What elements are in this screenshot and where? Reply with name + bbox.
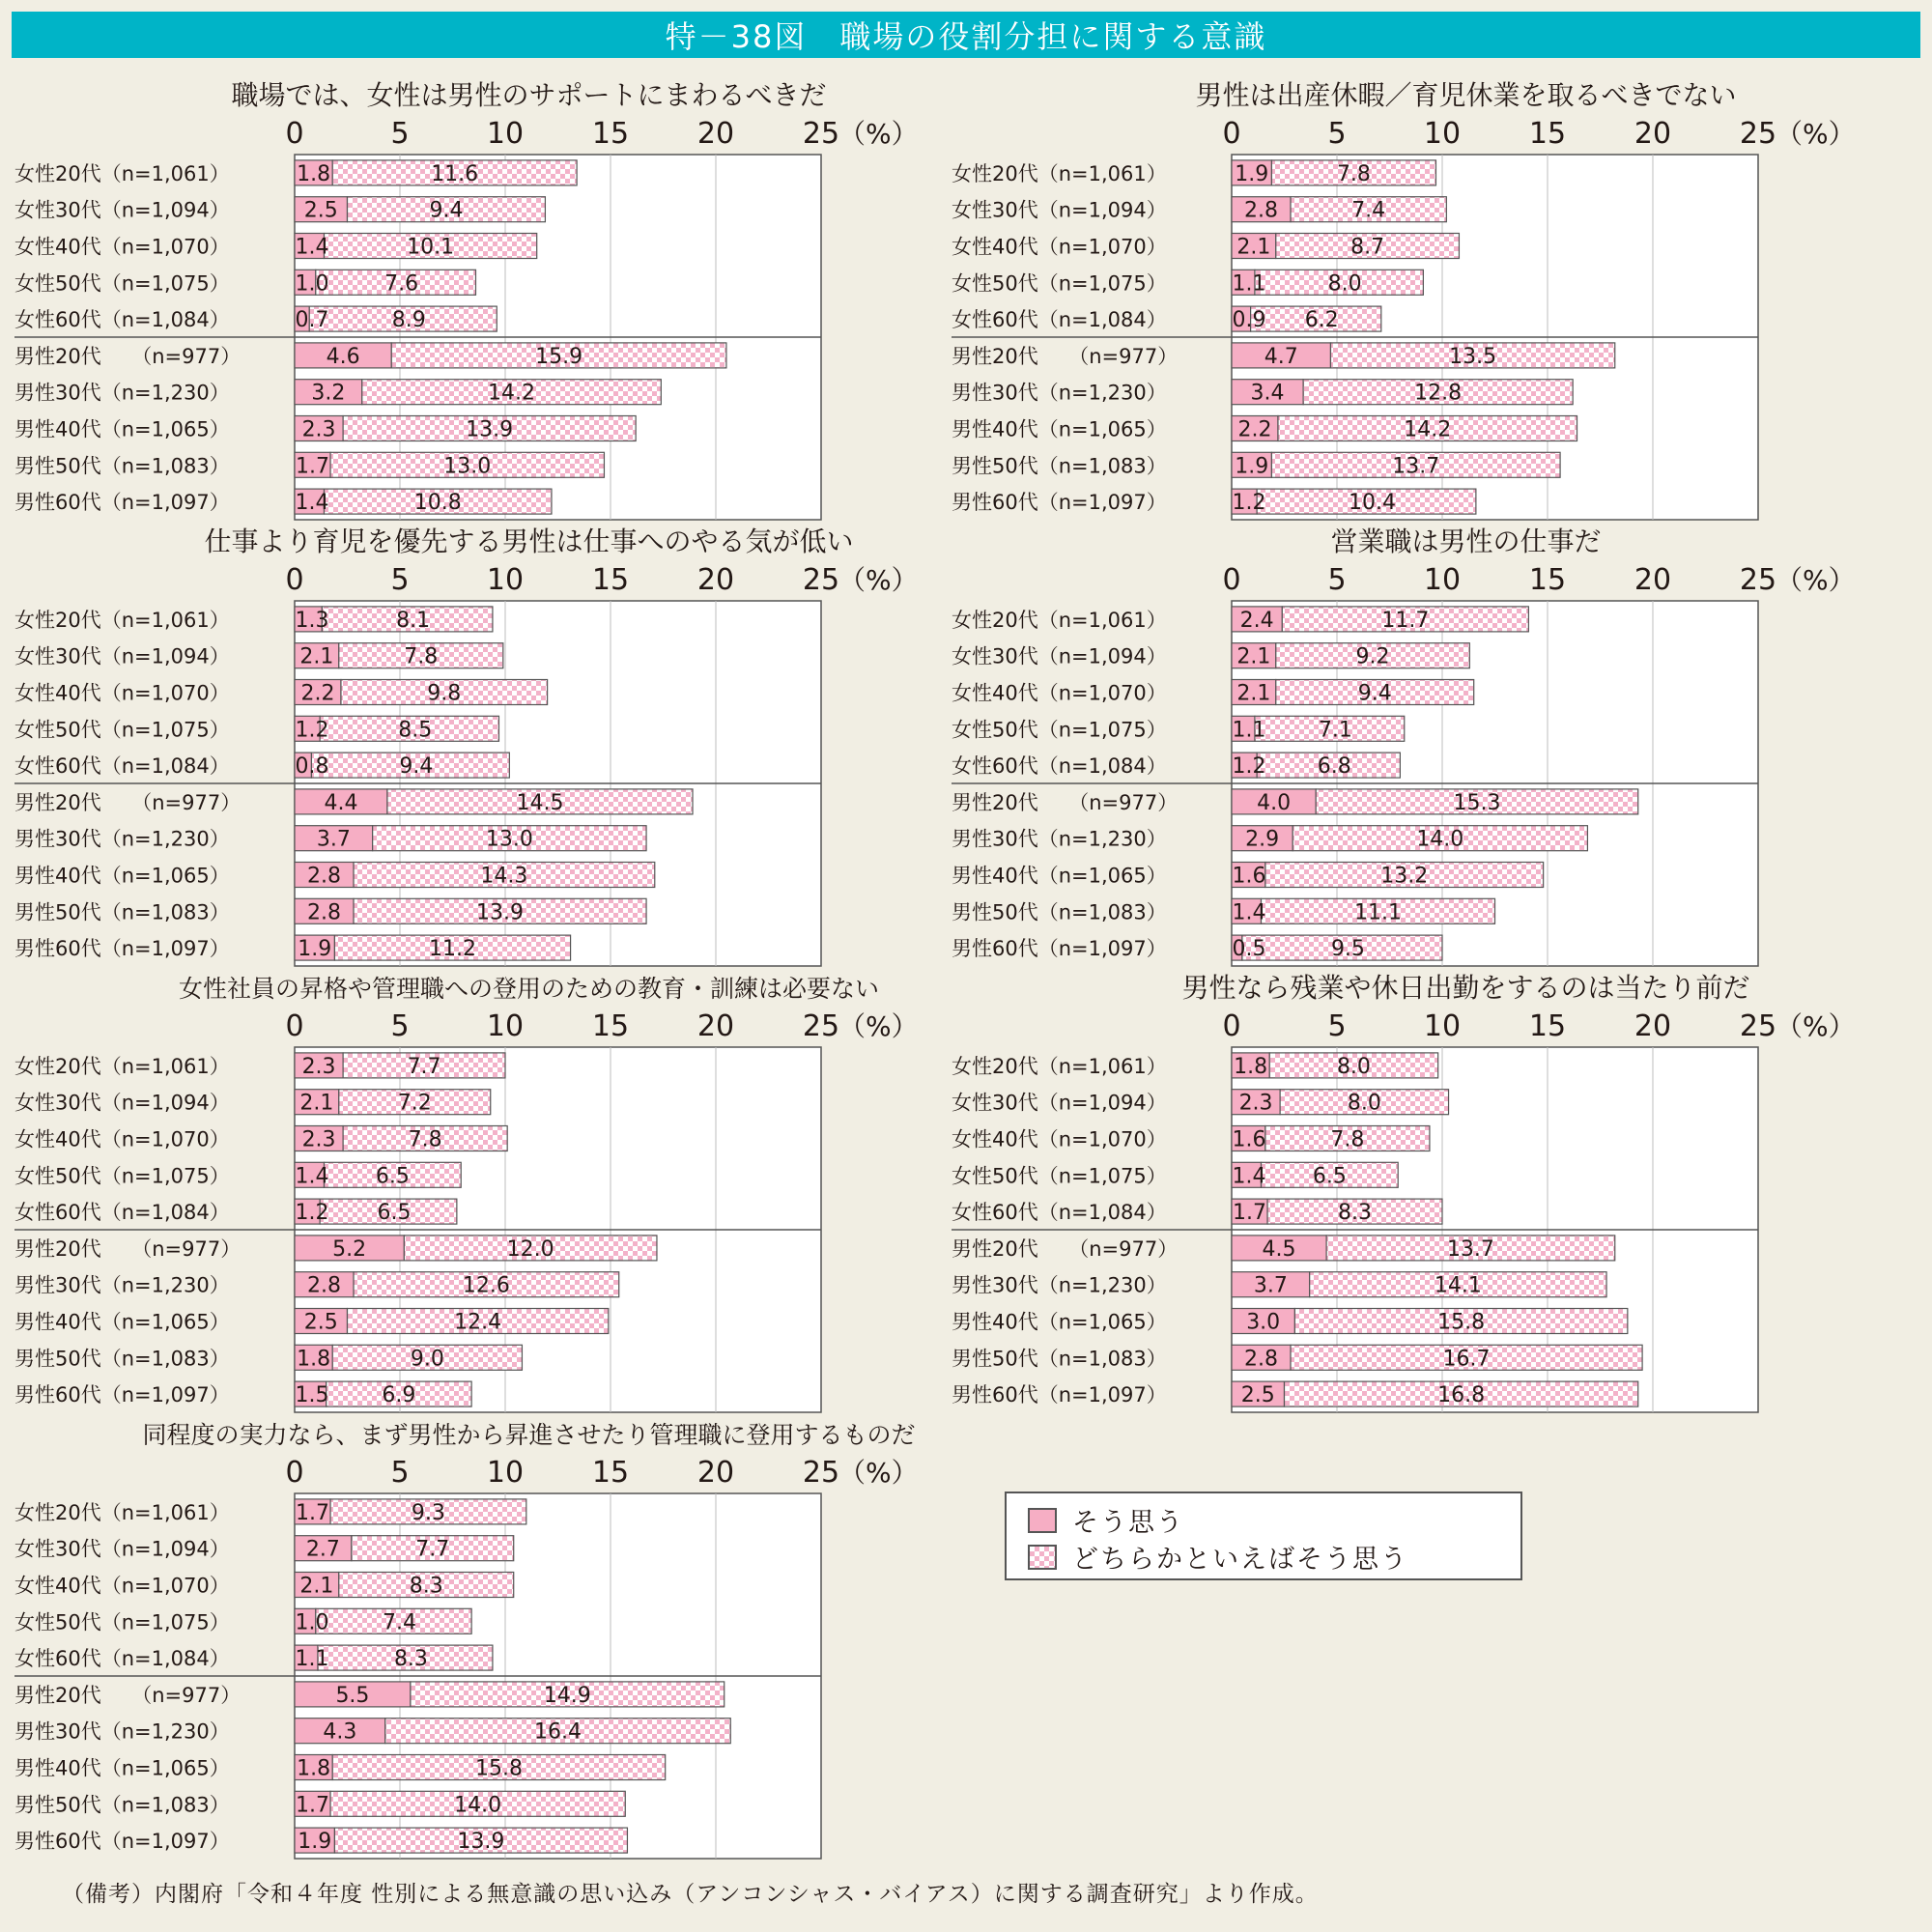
data-label-dochiraka: 13.9 [476,900,525,925]
unit-label: （%） [1776,1010,1856,1042]
data-label-so-omou: 1.9 [1235,161,1269,186]
category-label: 男性20代 （n=977） [14,344,242,368]
category-label: 男性50代（n=1,083） [14,454,230,478]
x-tick-label: 15 [591,1009,630,1043]
category-label: 男性40代（n=1,065） [14,1310,230,1334]
category-label: 女性30代（n=1,094） [952,644,1167,668]
data-label-dochiraka: 14.0 [454,1793,502,1818]
data-label-so-omou: 2.4 [1239,608,1274,633]
data-label-so-omou: 1.7 [296,454,330,479]
x-tick-label: 15 [1528,563,1567,597]
category-label: 男性30代（n=1,230） [14,381,230,405]
category-label: 女性40代（n=1,070） [952,1127,1167,1151]
data-label-so-omou: 4.6 [326,344,360,369]
data-label-dochiraka: 11.2 [429,937,476,962]
data-label-so-omou: 4.0 [1257,790,1292,815]
category-label: 女性20代（n=1,061） [952,161,1167,185]
data-label-so-omou: 2.8 [307,1273,342,1298]
category-label: 男性50代（n=1,083） [14,1793,230,1817]
unit-label: （%） [1776,118,1856,150]
category-label: 女性20代（n=1,061） [14,1054,230,1078]
x-tick-label: 5 [1327,117,1347,151]
data-label-dochiraka: 6.5 [1312,1164,1347,1189]
category-label: 女性20代（n=1,061） [14,1500,230,1524]
data-label-so-omou: 5.2 [332,1236,367,1262]
data-label-so-omou: 3.4 [1250,381,1285,406]
category-label: 女性60代（n=1,084） [14,308,230,332]
data-label-so-omou: 1.2 [1232,491,1266,516]
x-tick-label: 20 [696,1009,735,1043]
data-label-so-omou: 5.5 [335,1683,370,1708]
data-label-so-omou: 2.1 [1236,235,1271,260]
data-label-dochiraka: 7.8 [1330,1127,1365,1152]
data-label-dochiraka: 12.6 [462,1273,510,1298]
data-label-so-omou: 2.2 [300,681,335,706]
category-label: 男性20代 （n=977） [14,1236,242,1261]
category-label: 女性40代（n=1,070） [952,681,1167,705]
data-label-so-omou: 0.9 [1232,308,1266,333]
data-label-dochiraka: 14.0 [1416,827,1464,852]
category-label: 男性40代（n=1,065） [952,864,1167,888]
data-label-so-omou: 1.5 [295,1383,329,1408]
data-label-dochiraka: 14.9 [543,1683,591,1708]
data-label-so-omou: 1.6 [1232,864,1266,889]
category-label: 女性20代（n=1,061） [14,608,230,632]
data-label-so-omou: 0.5 [1232,937,1266,962]
category-label: 女性30代（n=1,094） [14,644,230,668]
data-label-so-omou: 1.1 [295,1647,329,1672]
data-label-so-omou: 1.1 [1232,718,1266,743]
data-label-so-omou: 3.7 [316,827,351,852]
x-tick-label: 0 [285,117,304,151]
x-tick-label: 20 [696,117,735,151]
legend [1005,1492,1522,1580]
data-label-so-omou: 2.1 [299,644,334,669]
category-label: 女性30代（n=1,094） [14,198,230,222]
category-label: 女性20代（n=1,061） [952,1054,1167,1078]
data-label-dochiraka: 12.0 [506,1236,554,1262]
data-label-dochiraka: 6.5 [377,1201,412,1226]
data-label-dochiraka: 7.4 [1351,198,1386,223]
legend-swatch-solid [1028,1508,1057,1533]
data-label-so-omou: 1.4 [1232,900,1266,925]
chart-title: 営業職は男性の仕事だ [1330,526,1602,557]
data-label-dochiraka: 11.6 [431,161,479,186]
data-label-so-omou: 1.7 [1233,1201,1267,1226]
chart-panel-2 [952,79,1856,520]
x-tick-label: 10 [486,117,525,151]
data-label-so-omou: 2.3 [301,1127,336,1152]
data-label-dochiraka: 9.4 [399,754,434,780]
x-tick-label: 10 [1423,117,1462,151]
unit-label: （%） [838,1457,919,1489]
category-label: 男性20代 （n=977） [952,344,1179,368]
category-label: 女性50代（n=1,075） [14,271,230,296]
x-tick-label: 5 [390,1009,410,1043]
data-label-dochiraka: 16.4 [534,1719,582,1745]
data-label-dochiraka: 6.8 [1317,754,1351,780]
category-label: 男性60代（n=1,097） [14,491,230,515]
category-label: 男性40代（n=1,065） [952,1310,1167,1334]
data-label-dochiraka: 8.3 [409,1574,443,1599]
data-label-dochiraka: 7.8 [1336,161,1371,186]
data-label-dochiraka: 9.5 [1330,937,1365,962]
category-label: 男性20代 （n=977） [952,790,1179,814]
x-tick-label: 15 [591,117,630,151]
data-label-dochiraka: 14.2 [488,381,536,406]
chart-panel-3 [14,526,919,966]
category-label: 男性30代（n=1,230） [14,1719,230,1744]
data-label-so-omou: 2.1 [1236,644,1271,669]
legend-item-check [1028,1538,1408,1576]
data-label-dochiraka: 15.8 [1437,1310,1486,1335]
data-label-so-omou: 1.7 [296,1793,330,1818]
data-label-so-omou: 1.0 [295,1610,329,1635]
category-label: 男性50代（n=1,083） [952,454,1167,478]
x-tick-label: 25 [1739,117,1777,151]
legend-item-solid [1028,1501,1184,1539]
chart-title: 女性社員の昇格や管理職への登用のための教育・訓練は必要ない [178,975,880,1003]
data-label-dochiraka: 13.5 [1449,344,1497,369]
data-label-so-omou: 4.5 [1262,1236,1296,1262]
data-label-so-omou: 1.9 [298,1830,332,1855]
x-tick-label: 0 [1222,1009,1241,1043]
x-tick-label: 5 [1327,563,1347,597]
category-label: 男性40代（n=1,065） [14,417,230,441]
data-label-so-omou: 1.3 [295,608,329,633]
data-label-so-omou: 1.2 [295,1201,329,1226]
source-note: （備考）内閣府「令和４年度 性別による無意識の思い込み（アンコンシャス・バイアス）に関する調査研究」より作成。 [62,1882,1319,1907]
category-label: 女性60代（n=1,084） [952,754,1167,779]
data-label-so-omou: 2.8 [307,900,342,925]
category-label: 男性50代（n=1,083） [952,900,1167,924]
data-label-so-omou: 2.3 [1238,1091,1273,1116]
data-label-dochiraka: 8.1 [396,608,431,633]
data-label-so-omou: 3.0 [1246,1310,1281,1335]
category-label: 女性50代（n=1,075） [14,718,230,742]
data-label-dochiraka: 16.7 [1442,1347,1491,1372]
data-label-so-omou: 1.9 [1235,454,1269,479]
x-tick-label: 0 [285,563,304,597]
category-label: 男性40代（n=1,065） [952,417,1167,441]
data-label-dochiraka: 14.2 [1404,417,1452,442]
category-label: 女性40代（n=1,070） [14,235,230,259]
category-label: 男性20代 （n=977） [14,1683,242,1707]
category-label: 男性20代 （n=977） [14,790,242,814]
data-label-dochiraka: 13.7 [1446,1236,1494,1262]
data-label-so-omou: 3.7 [1253,1273,1288,1298]
data-label-dochiraka: 16.8 [1437,1383,1486,1408]
category-label: 男性60代（n=1,097） [14,1830,230,1854]
category-label: 女性60代（n=1,084） [952,1201,1167,1225]
data-label-so-omou: 2.1 [299,1091,334,1116]
data-label-dochiraka: 7.2 [397,1091,432,1116]
data-label-so-omou: 4.7 [1264,344,1298,369]
x-tick-label: 10 [486,1009,525,1043]
x-tick-label: 25 [1739,1009,1777,1043]
data-label-so-omou: 2.2 [1237,417,1272,442]
category-label: 男性60代（n=1,097） [952,491,1167,515]
data-label-so-omou: 1.1 [1232,271,1266,297]
data-label-dochiraka: 11.1 [1354,900,1403,925]
data-label-dochiraka: 13.7 [1392,454,1440,479]
data-label-so-omou: 2.7 [305,1537,340,1562]
category-label: 女性30代（n=1,094） [952,1091,1167,1115]
category-label: 男性60代（n=1,097） [14,1383,230,1407]
x-tick-label: 10 [1423,1009,1462,1043]
category-label: 女性30代（n=1,094） [14,1091,230,1115]
category-label: 男性60代（n=1,097） [14,937,230,961]
data-label-so-omou: 1.8 [297,161,331,186]
data-label-dochiraka: 6.2 [1304,308,1339,333]
data-label-dochiraka: 13.0 [485,827,533,852]
data-label-dochiraka: 7.6 [384,271,419,297]
data-label-dochiraka: 11.7 [1381,608,1430,633]
x-tick-label: 0 [285,1456,304,1490]
data-label-so-omou: 2.3 [301,417,336,442]
chart-panel-4 [952,526,1856,966]
data-label-dochiraka: 14.5 [516,790,564,815]
data-label-dochiraka: 6.9 [382,1383,416,1408]
data-label-dochiraka: 9.4 [1357,681,1392,706]
data-label-dochiraka: 8.7 [1350,235,1385,260]
x-tick-label: 25 [802,117,840,151]
data-label-so-omou: 3.2 [311,381,346,406]
data-label-dochiraka: 12.4 [454,1310,502,1335]
figure-title: 特－38図 職場の役割分担に関する意識 [12,12,1920,58]
data-label-so-omou: 2.8 [1244,198,1279,223]
category-label: 男性40代（n=1,065） [14,864,230,888]
data-label-dochiraka: 8.3 [1338,1201,1373,1226]
category-label: 女性50代（n=1,075） [952,271,1167,296]
data-label-so-omou: 1.4 [295,491,329,516]
category-label: 女性40代（n=1,070） [952,235,1167,259]
data-label-so-omou: 0.7 [295,308,329,333]
x-tick-label: 15 [1528,1009,1567,1043]
category-label: 女性60代（n=1,084） [14,754,230,779]
x-tick-label: 25 [802,1009,840,1043]
category-label: 男性30代（n=1,230） [14,827,230,851]
category-label: 男性40代（n=1,065） [14,1756,230,1780]
data-label-dochiraka: 9.3 [411,1500,445,1525]
category-label: 男性60代（n=1,097） [952,937,1167,961]
x-tick-label: 25 [1739,563,1777,597]
data-label-dochiraka: 8.0 [1347,1091,1381,1116]
category-label: 男性30代（n=1,230） [952,1273,1167,1297]
category-label: 男性30代（n=1,230） [952,381,1167,405]
category-label: 男性30代（n=1,230） [952,827,1167,851]
category-label: 女性20代（n=1,061） [14,161,230,185]
category-label: 女性40代（n=1,070） [14,681,230,705]
unit-label: （%） [838,564,919,596]
category-label: 女性40代（n=1,070） [14,1574,230,1598]
x-tick-label: 5 [390,563,410,597]
chart-title: 仕事より育児を優先する男性は仕事へのやる気が低い [204,526,854,557]
data-label-dochiraka: 8.0 [1336,1054,1371,1079]
category-label: 男性60代（n=1,097） [952,1383,1167,1407]
data-label-dochiraka: 9.2 [1355,644,1390,669]
data-label-so-omou: 1.0 [295,271,329,297]
data-label-dochiraka: 6.5 [375,1164,410,1189]
chart-title: 男性は出産休暇／育児休業を取るべきでない [1195,79,1737,111]
data-label-so-omou: 1.8 [297,1756,331,1781]
category-label: 男性50代（n=1,083） [952,1347,1167,1371]
data-label-so-omou: 1.4 [295,1164,329,1189]
data-label-so-omou: 1.6 [1232,1127,1266,1152]
data-label-so-omou: 1.2 [1232,754,1266,780]
data-label-dochiraka: 10.4 [1349,491,1397,516]
category-label: 女性50代（n=1,075） [14,1164,230,1188]
x-tick-label: 20 [1634,117,1672,151]
data-label-dochiraka: 7.8 [408,1127,442,1152]
data-label-so-omou: 1.4 [1232,1164,1266,1189]
legend-label-check: どちらかといえばそう思う [1072,1545,1408,1575]
data-label-dochiraka: 7.8 [404,644,439,669]
data-label-dochiraka: 13.9 [466,417,514,442]
data-label-dochiraka: 9.8 [427,681,462,706]
x-tick-label: 20 [1634,563,1672,597]
category-label: 女性50代（n=1,075） [952,718,1167,742]
data-label-so-omou: 1.2 [295,718,329,743]
chart-title: 同程度の実力なら、まず男性から昇進させたり管理職に登用するものだ [142,1421,916,1449]
category-label: 女性30代（n=1,094） [952,198,1167,222]
data-label-dochiraka: 7.7 [415,1537,450,1562]
unit-label: （%） [1776,564,1856,596]
x-tick-label: 0 [1222,563,1241,597]
data-label-so-omou: 2.1 [1236,681,1271,706]
x-tick-label: 25 [802,563,840,597]
unit-label: （%） [838,118,919,150]
data-label-dochiraka: 8.0 [1327,271,1362,297]
legend-swatch-check [1028,1545,1057,1570]
x-tick-label: 20 [696,563,735,597]
x-tick-label: 15 [591,563,630,597]
data-label-so-omou: 1.9 [298,937,332,962]
data-label-so-omou: 2.5 [303,1310,338,1335]
category-label: 男性20代 （n=977） [952,1236,1179,1261]
data-label-dochiraka: 13.9 [457,1830,505,1855]
chart-title: 男性なら残業や休日出勤をするのは当たり前だ [1181,972,1750,1004]
data-label-dochiraka: 9.0 [410,1347,444,1372]
unit-label: （%） [838,1010,919,1042]
data-label-dochiraka: 12.8 [1414,381,1463,406]
chart-title: 職場では、女性は男性のサポートにまわるべきだ [231,79,827,111]
data-label-dochiraka: 9.4 [429,198,464,223]
x-tick-label: 20 [696,1456,735,1490]
data-label-so-omou: 2.5 [1240,1383,1275,1408]
data-label-dochiraka: 14.1 [1434,1273,1482,1298]
category-label: 女性40代（n=1,070） [14,1127,230,1151]
x-tick-label: 10 [1423,563,1462,597]
data-label-dochiraka: 10.8 [413,491,462,516]
category-label: 女性20代（n=1,061） [952,608,1167,632]
x-tick-label: 10 [486,563,525,597]
chart-panel-5 [14,975,919,1412]
category-label: 女性50代（n=1,075） [952,1164,1167,1188]
data-label-dochiraka: 15.3 [1453,790,1501,815]
data-label-dochiraka: 15.9 [535,344,583,369]
category-label: 女性30代（n=1,094） [14,1537,230,1561]
data-label-so-omou: 2.8 [1244,1347,1279,1372]
chart-panel-6 [952,972,1856,1412]
data-label-dochiraka: 10.1 [407,235,455,260]
data-label-dochiraka: 14.3 [480,864,528,889]
data-label-dochiraka: 13.0 [443,454,492,479]
x-tick-label: 20 [1634,1009,1672,1043]
data-label-so-omou: 1.8 [297,1347,331,1372]
data-label-dochiraka: 7.1 [1318,718,1352,743]
category-label: 男性50代（n=1,083） [14,900,230,924]
category-label: 女性60代（n=1,084） [952,308,1167,332]
chart-panel-1 [14,79,919,520]
chart-panel-7 [14,1421,919,1859]
data-label-so-omou: 1.4 [295,235,329,260]
category-label: 男性30代（n=1,230） [14,1273,230,1297]
data-label-so-omou: 2.3 [301,1054,336,1079]
data-label-dochiraka: 7.7 [407,1054,441,1079]
data-label-so-omou: 2.1 [299,1574,334,1599]
x-tick-label: 0 [1222,117,1241,151]
category-label: 女性60代（n=1,084） [14,1647,230,1671]
data-label-so-omou: 4.4 [324,790,358,815]
data-label-so-omou: 1.7 [296,1500,330,1525]
data-label-so-omou: 1.8 [1234,1054,1268,1079]
data-label-dochiraka: 8.3 [393,1647,428,1672]
data-label-dochiraka: 8.5 [398,718,433,743]
data-label-dochiraka: 8.9 [391,308,426,333]
data-label-so-omou: 2.9 [1245,827,1280,852]
legend-label-solid: そう思う [1072,1508,1184,1538]
data-label-so-omou: 0.8 [295,754,329,780]
data-label-so-omou: 2.5 [303,198,338,223]
x-tick-label: 0 [285,1009,304,1043]
x-tick-label: 25 [802,1456,840,1490]
x-tick-label: 10 [486,1456,525,1490]
data-label-so-omou: 2.8 [307,864,342,889]
x-tick-label: 15 [1528,117,1567,151]
x-tick-label: 5 [390,117,410,151]
data-label-dochiraka: 7.4 [382,1610,416,1635]
x-tick-label: 5 [1327,1009,1347,1043]
data-label-dochiraka: 15.8 [474,1756,523,1781]
category-label: 女性60代（n=1,084） [14,1201,230,1225]
category-label: 女性50代（n=1,075） [14,1610,230,1634]
x-tick-label: 5 [390,1456,410,1490]
data-label-dochiraka: 13.2 [1380,864,1429,889]
category-label: 男性50代（n=1,083） [14,1347,230,1371]
x-tick-label: 15 [591,1456,630,1490]
data-label-so-omou: 4.3 [323,1719,357,1745]
